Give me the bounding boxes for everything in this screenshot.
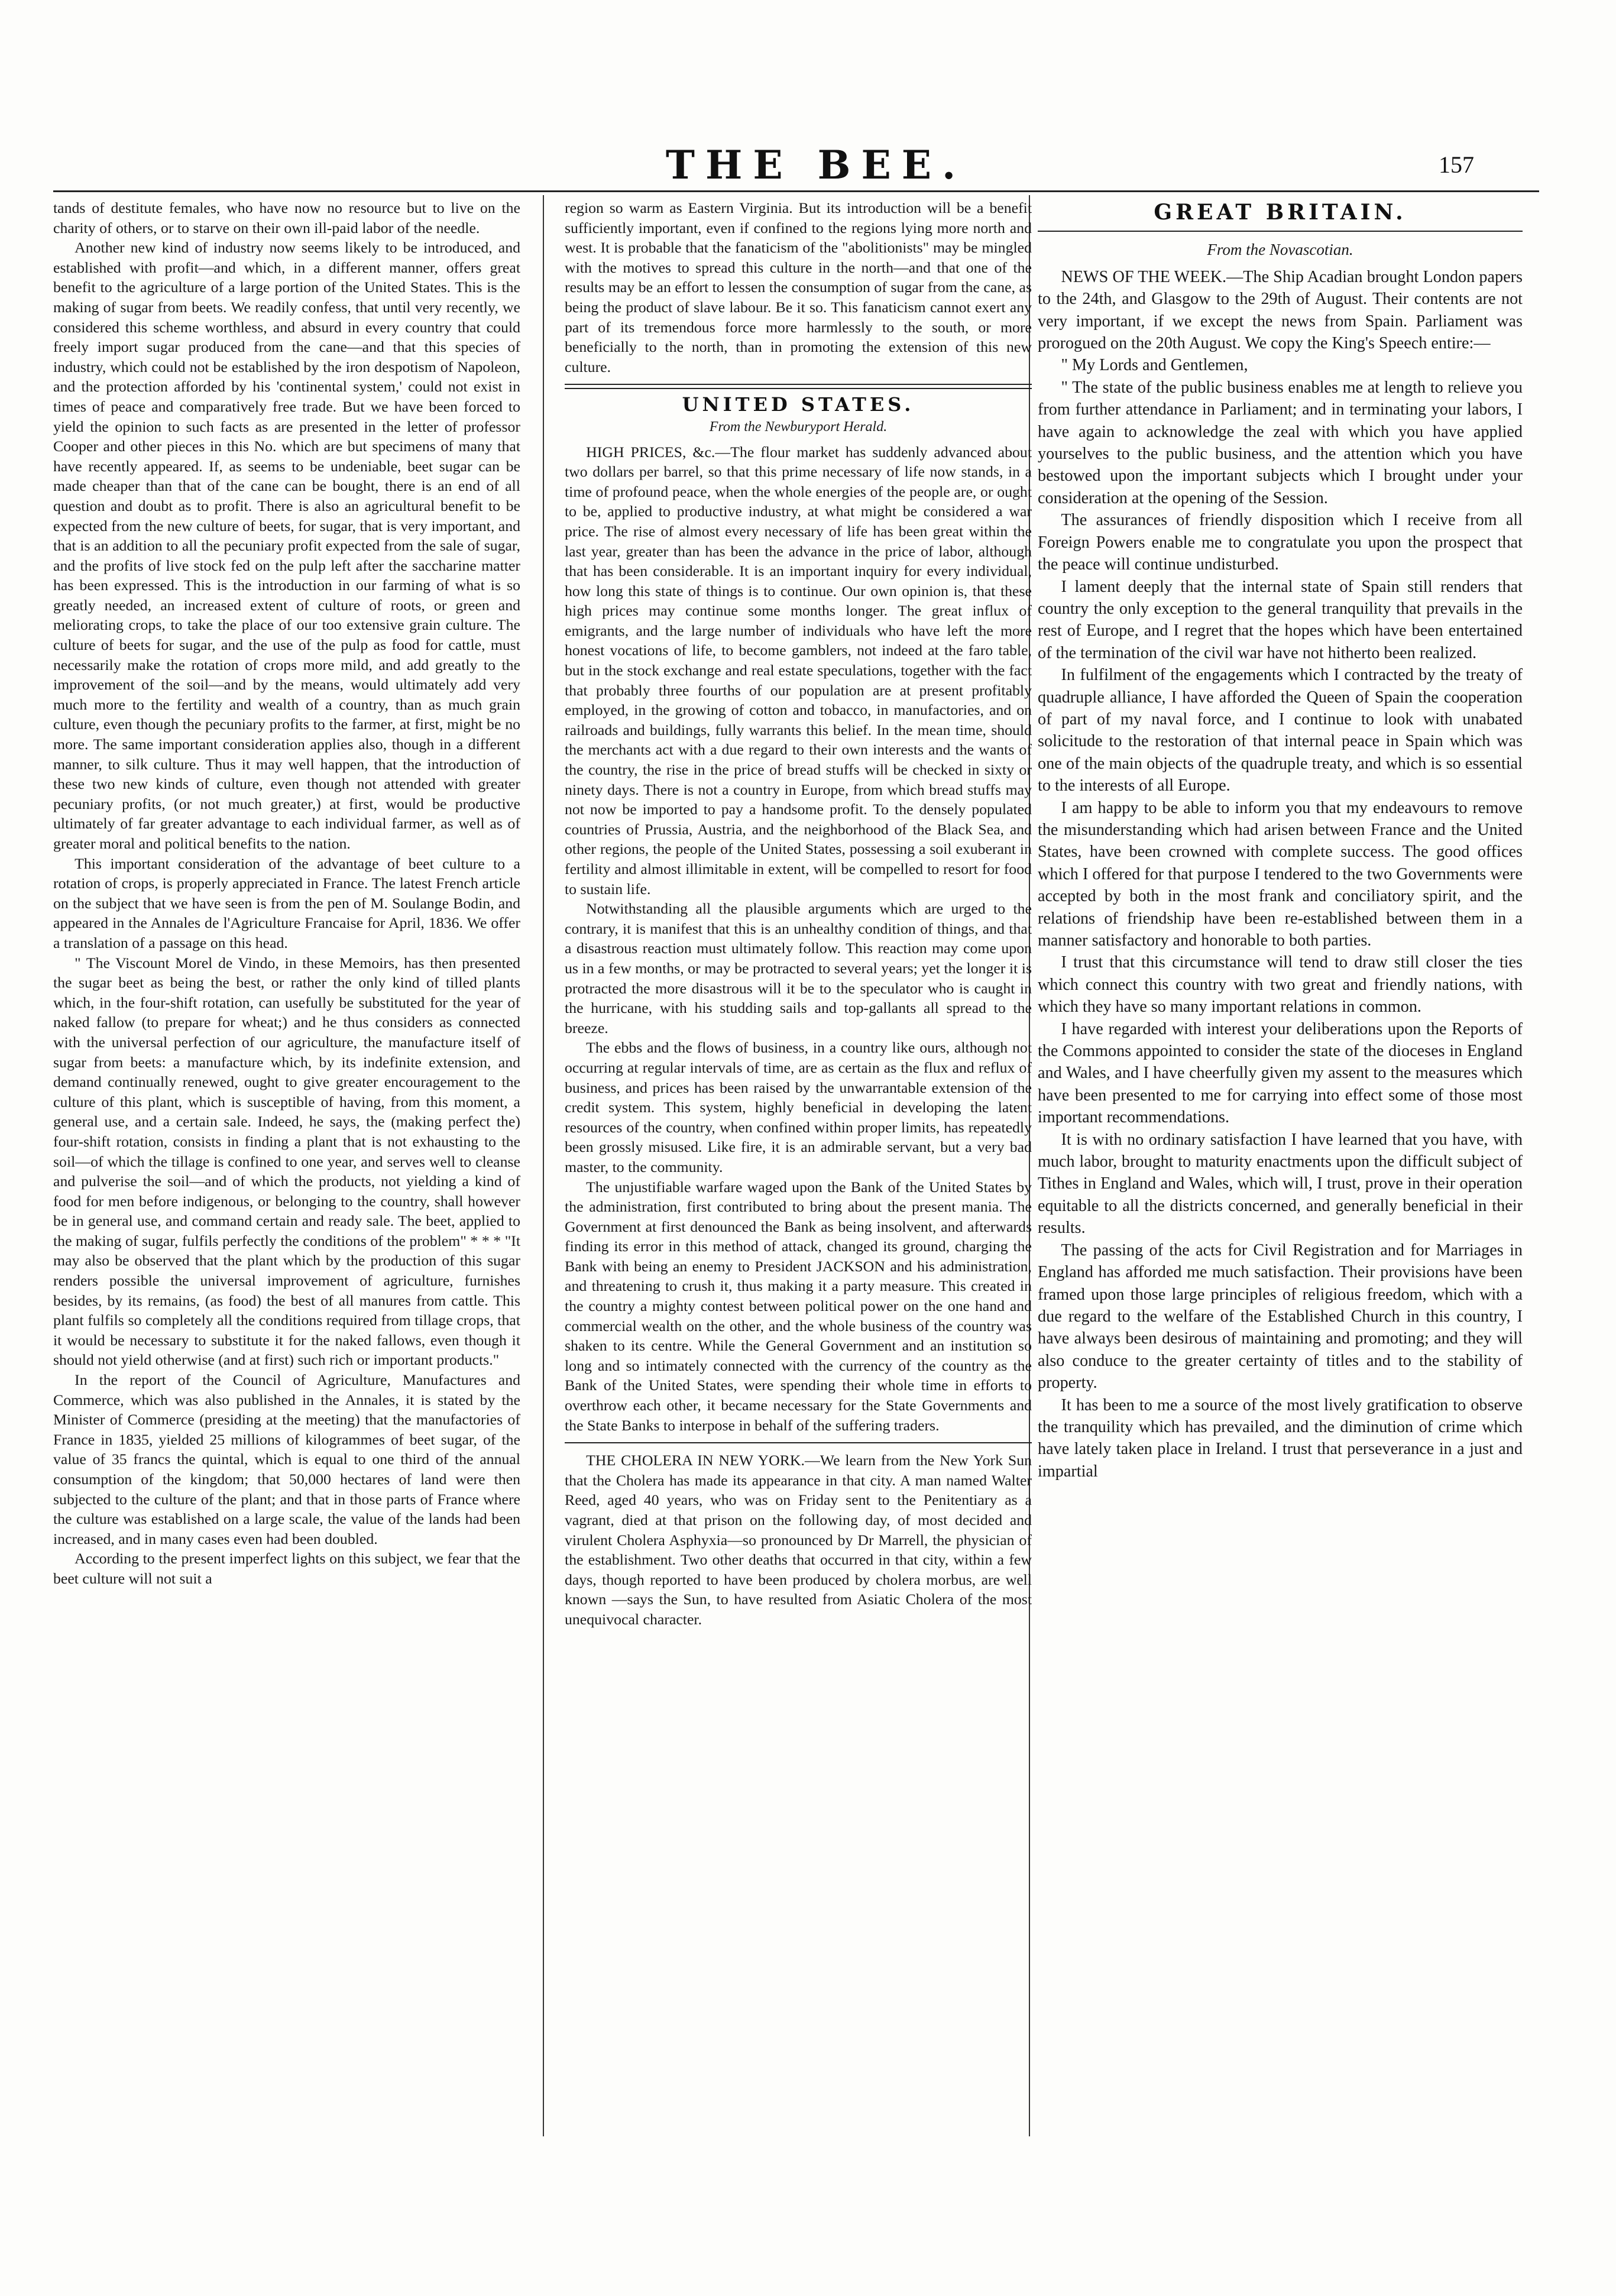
source-line: From the Newburyport Herald.	[709, 419, 888, 435]
paragraph: This important consideration of the advantage of beet culture to a rotation of crops, is properly appreciated in France. The latest French article on the subject that we have seen is from the pen of M. Soulange Bodin, and appeared in the Annales de l'Agriculture Francaise for April, 1836. We offer a translation of a passage on this head.	[53, 854, 520, 951]
section-rule	[1038, 231, 1523, 232]
column-left	[53, 198, 520, 2142]
paragraph: region so warm as Eastern Virginia. But its introduction will be a benefit sufficiently important, even if confined to the regions lying more north and west. It is probable that the fanaticism of the "abolitionists" may be mingled with the motives to spread this culture in the north—and that one of the results may be an effort to lessen the consumption of sugar from the cane, as being the product of slave labour. Be it so. This fanaticism cannot exert any part of its tremendous force more harmlessly to the south, or more beneficially to the north, than in promoting the extension of this new culture.	[565, 199, 1032, 375]
header-rule	[53, 190, 1539, 192]
salutation: " My Lords and Gentlemen,	[1061, 356, 1248, 375]
section-heading-united-states: UNITED STATES.	[682, 393, 915, 416]
paragraph: " The Viscount Morel de Vindo, in these Memoirs, has then presented the sugar beet as being the best, or rather the only kind of tilled plants which, in the four-shift rotation, can usefully be substituted for the year of naked fallow (to prepare for wheat;) and he thus considers as connected with the universal perfection of our agriculture, the manufacture itself of sugar from beets: a manufacture which, by its indefinite extension, and demand continually renewed, ought to give greater encouragement to the culture of this plant, which is susceptible of having, from this moment, a general use, and a certain sale. Indeed, he says, the (making perfect the) four-shift rotation, consists in finding a plant that is not exhausting to the soil—of which the tillage is confined to one year, and serves well to cleanse and pulverise the soil—and of which the products, not yielding a kind of food for men before indigenous, or belonging to the country, shall however be in general use, and command certain and ready sale. The beet, applied to the making of sugar, fulfils perfectly the conditions of the problem" * * * "It may also be observed that the plant which by the production of this sugar renders possible the universal improvement of agriculture, furnishes besides, by its remains, (as food) the best of all manures from cattle. This plant fulfils so completely all the conditions required from tillage crops, that it would be necessary to substitute it for the naked fallows, even though it should not yield otherwise (and at first) such rich or important products."	[53, 954, 520, 1369]
paragraph: The assurances of friendly disposition which I receive from all Foreign Powers enable me to congratulate you upon the prospect that the peace will continue undisturbed.	[1038, 511, 1523, 574]
paragraph: In fulfilment of the engagements which I contracted by the treaty of quadruple alliance, I have afforded the Queen of Spain the cooperation of part of my naval force, and I continue to look with unabated solicitude to the restoration of that internal peace in Spain which was one of the main objects of the quadruple treaty, and which is so essential to the interests of all Europe.	[1038, 666, 1523, 795]
paragraph: I am happy to be able to inform you that my endeavours to remove the misunderstanding which had arisen between France and the United States, have been crowned with complete success. The good offices which I offered for that purpose I tendered to the two Governments were accepted by both in the most frank and conciliatory spirit, and the relations of friendship have been re-established between them in a manner satisfactory and honorable to both parties.	[1038, 798, 1523, 950]
paragraph: In the report of the Council of Agriculture, Manufactures and Commerce, which was also published in the Annales, it is stated by the Minister of Commerce (presiding at the meeting) that the manufactories of France in 1835, yielded 25 millions of kilogrammes of beet sugar, of the value of 35 francs the quintal, which is equal to one third of the annual consumption of the kingdom; that 50,000 hectares of land were then subjected to the culture of the plant; and that in those parts of France where the culture was established on a large scale, the value of the lands had been increased, and in many cases even had been doubled.	[53, 1371, 520, 1547]
paragraph: Another new kind of industry now seems likely to be introduced, and established with profit—and which, in a different manner, offers great benefit to the agriculture of a large portion of the United States. This is the making of sugar from beets. We readily confess, that until very recently, we considered this scheme worthless, and absurd in every country that could freely import sugar produced from the cane—and that this species of industry, which could not be established by the iron despotism of Napoleon, and the protection afforded by his 'continental system,' could not exist in times of peace and comparatively free trade. But we have been forced to yield the opinion to such facts as are presented in the letter of professor Cooper and other pieces in this No. which are but specimens of many that have recently appeared. If, as seems to be undeniable, beet sugar can be made cheaper than that of the cane can be bought, there is an end of all question and doubt as to profit. There is also an agricultural benefit to be expected from the new culture of beets, for sugar, that is very important, and that is an addition to all the pecuniary profit expected from the sale of sugar, and the profits of live stock fed on the pulp left after the saccharine matter has been expressed. This is the introduction in our farming of what is so greatly needed, an increased extent of culture of roots, or green and meliorating crops, to take the place of our too extensive grain culture. The culture of beets for sugar, and the use of the pulp as food for cattle, must necessarily make the rotation of crops more mild, and add greatly to the improvement of the soil—and by the means, would ultimately add very much more to the fertility and wealth of a country, than as much grain culture, even though the pecuniary profits to the farmer, at first, might be no more. The same important consideration applies also, though in a different manner, to silk culture. Thus it may well happen, that the introduction of these two new kinds of culture, even though not attended with greater pecuniary profits, (or not much greater,) at first, would be productive ultimately of far greater advantage to each individual farmer, as well as of greater moral and political benefits to the nation.	[53, 239, 520, 852]
paragraph: I trust that this circumstance will tend to draw still closer the ties which connect this country with two great and friendly nations, with which they have so many important relations in common.	[1038, 953, 1523, 1016]
paragraph: NEWS OF THE WEEK.—The Ship Acadian brought London papers to the 24th, and Glasgow to the 29th of August. Their contents are not very important, if we except the news from Spain. Parliament was prorogued on the 20th August. We copy the King's Speech entire:—	[1038, 267, 1523, 353]
column-middle	[565, 198, 1032, 2142]
paragraph: It is with no ordinary satisfaction I have learned that you have, with much labor, brought to maturity enactments upon the difficult subject of Tithes in England and Wales, which will, I trust, prove in their operation equitable to all the districts concerned, and generally beneficial in their results.	[1038, 1130, 1523, 1238]
column-divider	[543, 195, 544, 2136]
paragraph: HIGH PRICES, &c.—The flour market has suddenly advanced about two dollars per barrel, so that this prime necessary of life now stands, in a time of profound peace, when the whole energies of the people are, or ought to be, applied to productive industry, at what might be considered a war price. The rise of almost every necessary of life has been great within the last year, greater than has been the advance in the price of labor, although that has been considerable. It is an important inquiry for every individual, how long this state of things is to continue. Our own opinion is, that these high prices may continue some months longer. The great influx of emigrants, and the large number of individuals who have left the more honest vocations of life, to become gamblers, not indeed at the faro table, but in the stock exchange and real estate speculations, together with the fact that probably three fourths of our population are at present profitably employed, in the growing of cotton and tobacco, in manufactories, and on railroads and buildings, fully warrants this belief. In the mean time, should the merchants act with a due regard to their own interests and the wants of the country, the rise in the price of bread stuffs will be checked in sixty or ninety days. There is not a country in Europe, from which bread stuffs may not now be imported to pay a handsome profit. To the densely populated countries of Prussia, Austria, and the neighborhood of the Black Sea, and other regions, the people of the United States, possessing a soil exuberant in fertility and almost illimitable in extent, will be compelled to resort for food to sustain life.	[565, 443, 1032, 898]
section-rule	[565, 384, 1032, 389]
paragraph: The unjustifiable warfare waged upon the Bank of the United States by the administration, first contributed to bring about the present mania. The Government at first denounced the Bank as being insolvent, and afterwards finding its error in this method of attack, changed its ground, charging the Bank with being an enemy to President JACKSON and his administration, and threatening to crush it, thus making it a party measure. This created in the country a mighty contest between political power on the one hand and commercial wealth on the other, and the whole business of the country was shaken to its centre. While the General Government and an institution so long and so intimately connected with the currency of the country as the Bank of the United States, were spending their whole time in efforts to overthrow each other, it became necessary for the State Governments and the State Banks to interpose in behalf of the suffering traders.	[565, 1178, 1032, 1434]
article-rule	[565, 1442, 1032, 1443]
paragraph: The ebbs and the flows of business, in a country like ours, although not occurring at regular intervals of time, are as certain as the flux and reflux of business, and prices has been raised by the unwarrantable extension of the credit system. This system, highly beneficial in developing the latent resources of the country, when confined within proper limits, has repeatedly been grossly misused. Like fire, it is an admirable servant, but a very bad master, to the community.	[565, 1039, 1032, 1175]
source-line: From the Novascotian.	[1207, 241, 1353, 259]
paragraph: It has been to me a source of the most lively gratification to observe the tranquility which has prevailed, and the diminution of crime which have lately taken place in Ireland. I trust that perseverance in a just and impartial	[1038, 1395, 1523, 1481]
paragraph: tands of destitute females, who have now no resource but to live on the charity of others, or to starve on their own ill-paid labor of the needle.	[53, 199, 520, 237]
page-number: 157	[1439, 151, 1474, 178]
paragraph: According to the present imperfect lights on this subject, we fear that the beet culture will not suit a	[53, 1550, 520, 1587]
masthead: THE BEE.	[665, 142, 967, 188]
column-right	[1038, 198, 1523, 2142]
section-heading-great-britain: GREAT BRITAIN.	[1154, 200, 1407, 225]
paragraph: THE CHOLERA IN NEW YORK.—We learn from the New York Sun that the Cholera has made its appearance in that city. A man named Walter Reed, aged 40 years, who was on Friday sent to the Penitentiary as a vagrant, died at that prison on the following day, of most decided and virulent Cholera Asphyxia—so pronounced by Dr Marrell, the physician of the establishment. Two other deaths that occurred in that city, within a few days, though reported to have been produced by cholera morbus, are well known —says the Sun, to have resulted from Asiatic Cholera of the most unequivocal character.	[565, 1452, 1032, 1628]
paragraph: " The state of the public business enables me at length to relieve you from further attendance in Parliament; and in terminating your labors, I have again to acknowledge the zeal with which you have applied yourselves to the public business, and the attention which you have bestowed upon the important subjects which I brought under your consideration at the opening of the Session.	[1038, 378, 1523, 507]
paragraph: I lament deeply that the internal state of Spain still renders that country the only exception to the general tranquility that prevails in the rest of Europe, and I regret that the hopes which have been entertained of the termination of the civil war have not hitherto been realized.	[1038, 577, 1523, 662]
paragraph: The passing of the acts for Civil Registration and for Marriages in England has afforded me much satisfaction. Their provisions have been framed upon those large principles of religious freedom, which with a due regard to the welfare of the Established Church in this country, I have always been desirous of maintaining and promoting; and they will also conduce to the greater certainty of titles and to the stability of property.	[1038, 1241, 1523, 1393]
paragraph: Notwithstanding all the plausible arguments which are urged to the contrary, it is manifest that this is an unhealthy condition of things, and that a disastrous reaction must ultimately follow. This reaction may come upon us in a few months, or may be protracted to several years; yet the longer it is protracted the more disastrous will it be to the speculator who is caught in the hurricane, with his studding sails and top-gallants all spread to the breeze.	[565, 900, 1032, 1037]
paragraph: I have regarded with interest your deliberations upon the Reports of the Commons appointed to consider the state of the dioceses in England and Wales, and I have cheerfully given my assent to the measures which have been presented to me for carrying into effect some of those most important recommendations.	[1038, 1019, 1523, 1127]
